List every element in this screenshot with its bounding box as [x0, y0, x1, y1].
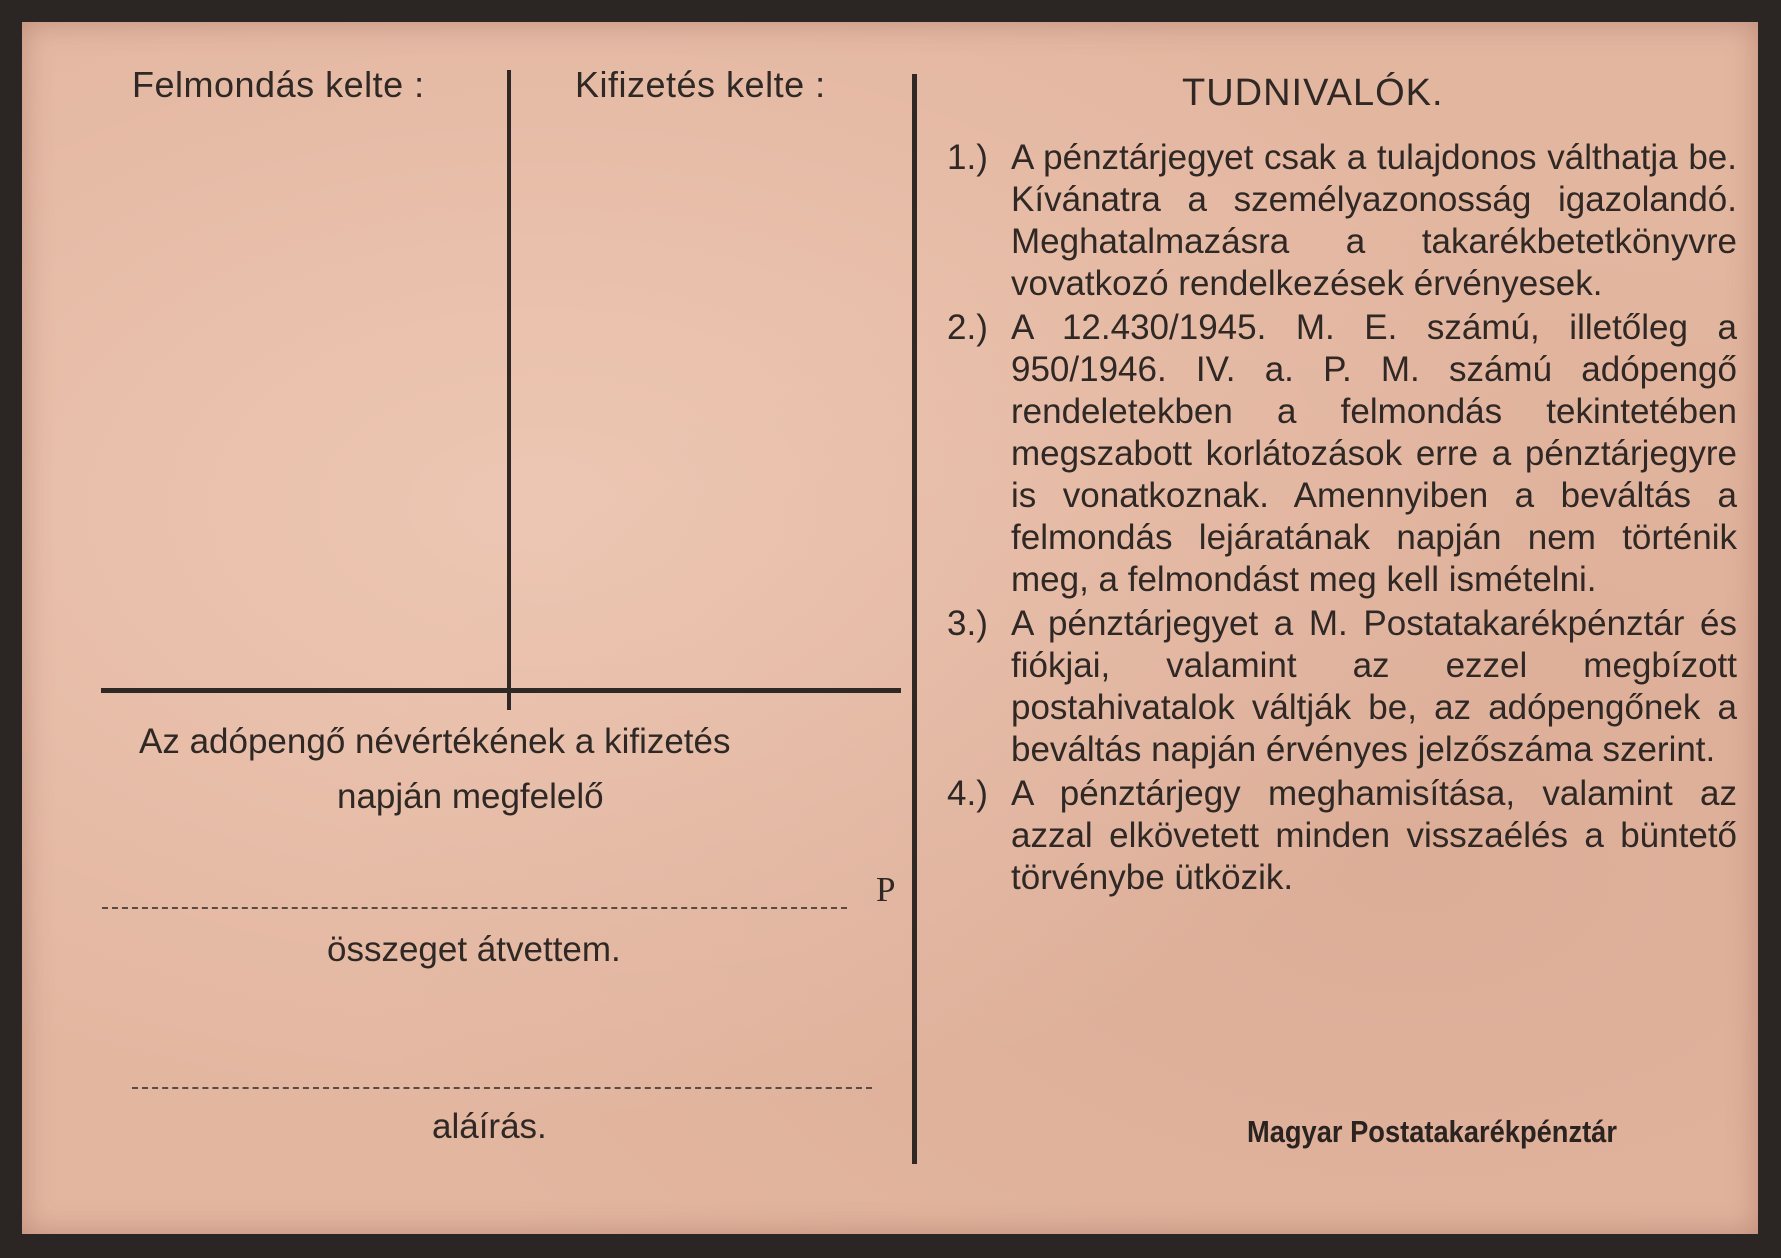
issuer-name: Magyar Postatakarékpénztár: [1247, 1114, 1617, 1149]
notice-number: 3.): [947, 604, 988, 643]
notice-text: A pénztárjegy meghamisítása, valamint az azzal elkövetett minden visszaélés a büntető törvénybe ütközik.: [1011, 774, 1737, 897]
notice-number: 2.): [947, 308, 988, 347]
notice-number: 4.): [947, 774, 988, 813]
felmondas-kelte-label: Felmondás kelte :: [132, 64, 425, 105]
notice-item: [947, 603, 1737, 771]
received-text: összeget átvettem.: [327, 930, 621, 969]
notice-text: A pénztárjegyet csak a tulajdonos válthatja be. Kívánatra a személyazonosság igazolandó. Meghatalmazásra a takarékbetetkönyvre vovatkozó rendelkezések érvényesek.: [1011, 138, 1737, 303]
document-card: [22, 22, 1758, 1234]
statement-line-2: napján megfelelő: [337, 777, 604, 816]
signature-label: aláírás.: [432, 1107, 547, 1146]
signature-line: [132, 1087, 872, 1089]
kifizetes-kelte-label: Kifizetés kelte :: [575, 64, 826, 105]
left-column-divider: [507, 70, 511, 710]
amount-line: [102, 907, 847, 909]
notice-text: A 12.430/1945. M. E. számú, illetőleg a 950/1946. IV. a. P. M. számú adópengő rendeletekben a felmondás tekintetében megszabott korlátozások erre a pénztárjegyre is vonatkoznak. Amennyiben a beváltás a felmondás lejáratának napján nem történik meg, a felmondást meg kell ismételni.: [1011, 308, 1737, 599]
horizontal-divider: [101, 688, 901, 693]
currency-mark: P: [876, 870, 896, 909]
notices-list: [947, 137, 1737, 901]
statement-line-1: Az adópengő névértékének a kifizetés: [139, 722, 731, 761]
notice-text: A pénztárjegyet a M. Postatakarékpénztár és fiókjai, valamint az ezzel megbízott postahivatalok váltják be, az adópengőnek a beváltás napján érvényes jelzőszáma szerint.: [1011, 604, 1737, 769]
notice-item: [947, 307, 1737, 601]
main-vertical-divider: [912, 74, 917, 1164]
notice-number: 1.): [947, 138, 988, 177]
notices-title: TUDNIVALÓK.: [1182, 72, 1444, 114]
notice-item: [947, 137, 1737, 305]
notice-item: [947, 773, 1737, 899]
